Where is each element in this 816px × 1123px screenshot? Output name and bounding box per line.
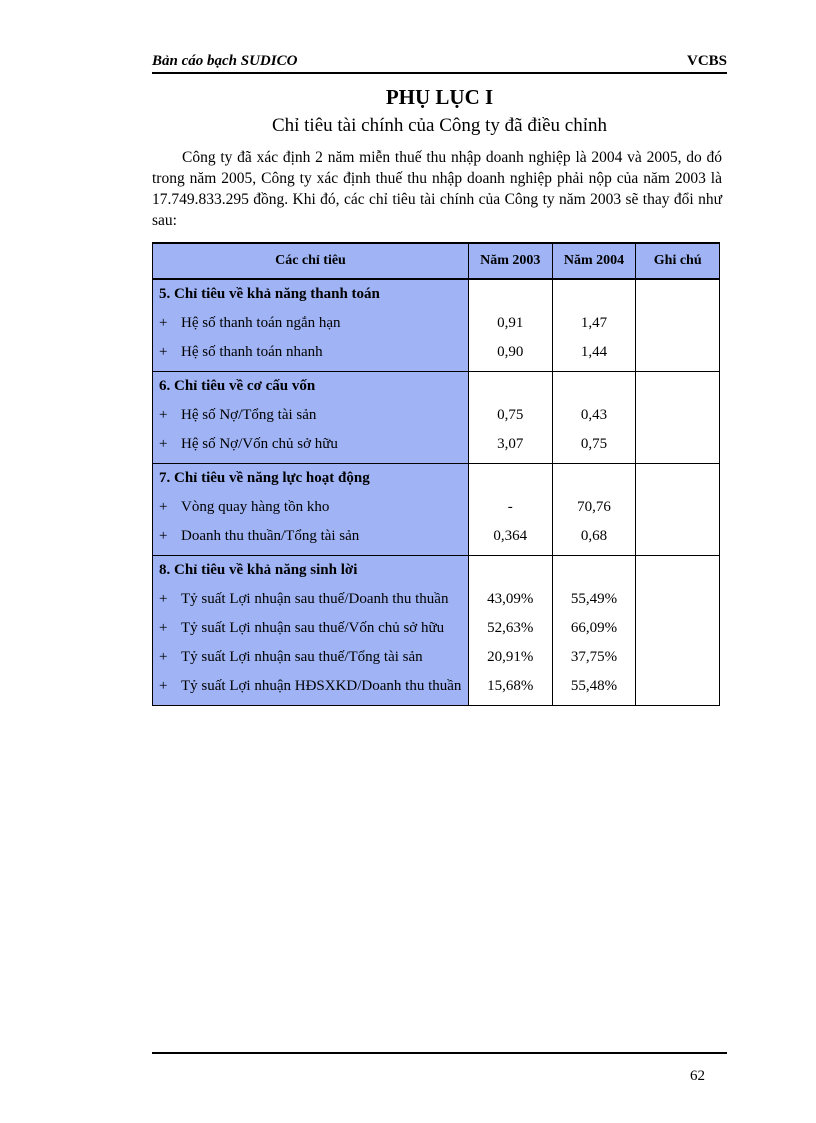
value-2003: 20,91% bbox=[487, 649, 534, 665]
value-2004: 70,76 bbox=[577, 499, 611, 515]
value-2004: 37,75% bbox=[570, 649, 618, 665]
indicator-label: Hệ số Nợ/Vốn chủ sở hữu bbox=[181, 436, 338, 452]
indicator-item bbox=[153, 401, 468, 430]
plus-bullet: + bbox=[159, 649, 168, 665]
value-2004: 0,43 bbox=[580, 407, 608, 423]
plus-bullet: + bbox=[159, 591, 168, 607]
header-document-title: Bản cáo bạch SUDICO bbox=[152, 53, 298, 69]
indicator-item bbox=[153, 309, 468, 338]
value-2004: 55,48% bbox=[570, 678, 618, 694]
appendix-title: PHỤ LỤC I bbox=[385, 85, 494, 109]
header-indicator: Các chỉ tiêu bbox=[153, 243, 469, 279]
notes-cell bbox=[636, 372, 720, 464]
year-2003-cell bbox=[468, 372, 552, 464]
plus-bullet: + bbox=[159, 344, 168, 360]
table-row bbox=[153, 279, 720, 372]
value-2003: 52,63% bbox=[487, 620, 534, 636]
plus-bullet: + bbox=[159, 678, 168, 694]
indicator-label: Doanh thu thuần/Tổng tài sản bbox=[181, 528, 360, 544]
section-title: 6. Chỉ tiêu về cơ cấu vốn bbox=[159, 378, 316, 394]
page-number: 62 bbox=[690, 1068, 705, 1084]
blank-line bbox=[469, 464, 552, 493]
value-2004: 0,75 bbox=[580, 436, 608, 452]
notes-cell bbox=[636, 279, 720, 372]
value-2003: 0,364 bbox=[493, 528, 528, 544]
indicator-item bbox=[153, 493, 468, 522]
table-row bbox=[153, 556, 720, 706]
value-2004: 55,49% bbox=[570, 591, 618, 607]
indicator-cell bbox=[153, 372, 469, 464]
indicator-item bbox=[153, 522, 468, 551]
year-2003-cell bbox=[468, 279, 552, 372]
year-2004-cell bbox=[552, 372, 636, 464]
value-2004: 0,68 bbox=[580, 528, 608, 544]
year-2004-cell bbox=[552, 279, 636, 372]
indicator-label: Vòng quay hàng tồn kho bbox=[181, 499, 330, 515]
plus-bullet: + bbox=[159, 407, 168, 423]
indicator-item bbox=[153, 585, 468, 614]
footer-rule bbox=[152, 1052, 727, 1054]
plus-bullet: + bbox=[159, 499, 168, 515]
indicator-cell bbox=[153, 556, 469, 706]
blank-line bbox=[553, 280, 636, 309]
indicator-item bbox=[153, 643, 468, 672]
year-2003-cell bbox=[468, 556, 552, 706]
blank-line bbox=[469, 280, 552, 309]
indicator-item bbox=[153, 672, 468, 701]
intro-paragraph: Công ty đã xác định 2 năm miễn thuế thu nhập doanh nghiệp là 2004 và 2005, do đó trong năm 2005, Công ty xác định thuế thu nhập doanh nghiệp phải nộp của năm 2003 là 17.749.833.295 đồng. Khi đó, các chỉ tiêu tài chính của Công ty năm 2003 sẽ thay đổi như sau: bbox=[152, 149, 722, 229]
indicator-cell bbox=[153, 279, 469, 372]
year-2003-cell bbox=[468, 464, 552, 556]
indicator-label: Tỷ suất Lợi nhuận sau thuế/Tổng tài sản bbox=[181, 649, 423, 665]
value-2003: 0,90 bbox=[497, 344, 524, 360]
plus-bullet: + bbox=[159, 528, 168, 544]
header-year-2004: Năm 2004 bbox=[552, 243, 636, 279]
table-row bbox=[153, 372, 720, 464]
plus-bullet: + bbox=[159, 436, 168, 452]
indicator-label: Tỷ suất Lợi nhuận sau thuế/Vốn chủ sở hữu bbox=[181, 620, 445, 636]
plus-bullet: + bbox=[159, 315, 168, 331]
header-company: VCBS bbox=[686, 53, 727, 69]
year-2004-cell bbox=[552, 464, 636, 556]
section-title: 5. Chỉ tiêu về khả năng thanh toán bbox=[159, 286, 380, 302]
blank-line bbox=[469, 372, 552, 401]
plus-bullet: + bbox=[159, 620, 168, 636]
notes-cell bbox=[636, 464, 720, 556]
indicator-cell bbox=[153, 464, 469, 556]
blank-line bbox=[553, 556, 636, 585]
indicator-item bbox=[153, 614, 468, 643]
value-2003: 0,91 bbox=[497, 315, 524, 331]
indicator-label: Hệ số thanh toán ngắn hạn bbox=[181, 315, 341, 331]
financial-indicators-table bbox=[152, 242, 720, 706]
indicator-label: Tỷ suất Lợi nhuận sau thuế/Doanh thu thuần bbox=[181, 591, 449, 607]
header-year-2003: Năm 2003 bbox=[468, 243, 552, 279]
blank-line bbox=[469, 556, 552, 585]
appendix-subtitle: Chỉ tiêu tài chính của Công ty đã điều chỉnh bbox=[271, 115, 608, 136]
indicator-item bbox=[153, 338, 468, 367]
blank-line bbox=[553, 372, 636, 401]
indicator-label: Hệ số thanh toán nhanh bbox=[181, 344, 323, 360]
table-row bbox=[153, 464, 720, 556]
section-title: 7. Chỉ tiêu về năng lực hoạt động bbox=[159, 470, 370, 486]
value-2003: 43,09% bbox=[487, 591, 534, 607]
value-2003: - bbox=[507, 499, 513, 515]
value-2003: 3,07 bbox=[497, 436, 524, 452]
indicator-item bbox=[153, 430, 468, 459]
header-notes: Ghi chú bbox=[636, 243, 720, 279]
year-2004-cell bbox=[552, 556, 636, 706]
value-2003: 0,75 bbox=[497, 407, 524, 423]
blank-line bbox=[553, 464, 636, 493]
section-title: 8. Chỉ tiêu về khả năng sinh lời bbox=[159, 562, 358, 578]
value-2003: 15,68% bbox=[487, 678, 534, 694]
value-2004: 1,47 bbox=[580, 315, 608, 331]
page-header bbox=[152, 48, 727, 74]
indicator-label: Tỷ suất Lợi nhuận HĐSXKD/Doanh thu thuần bbox=[181, 678, 462, 694]
table-header-row bbox=[153, 243, 720, 279]
value-2004: 1,44 bbox=[580, 344, 608, 360]
indicator-label: Hệ số Nợ/Tổng tài sản bbox=[181, 407, 317, 423]
notes-cell bbox=[636, 556, 720, 706]
value-2004: 66,09% bbox=[570, 620, 618, 636]
